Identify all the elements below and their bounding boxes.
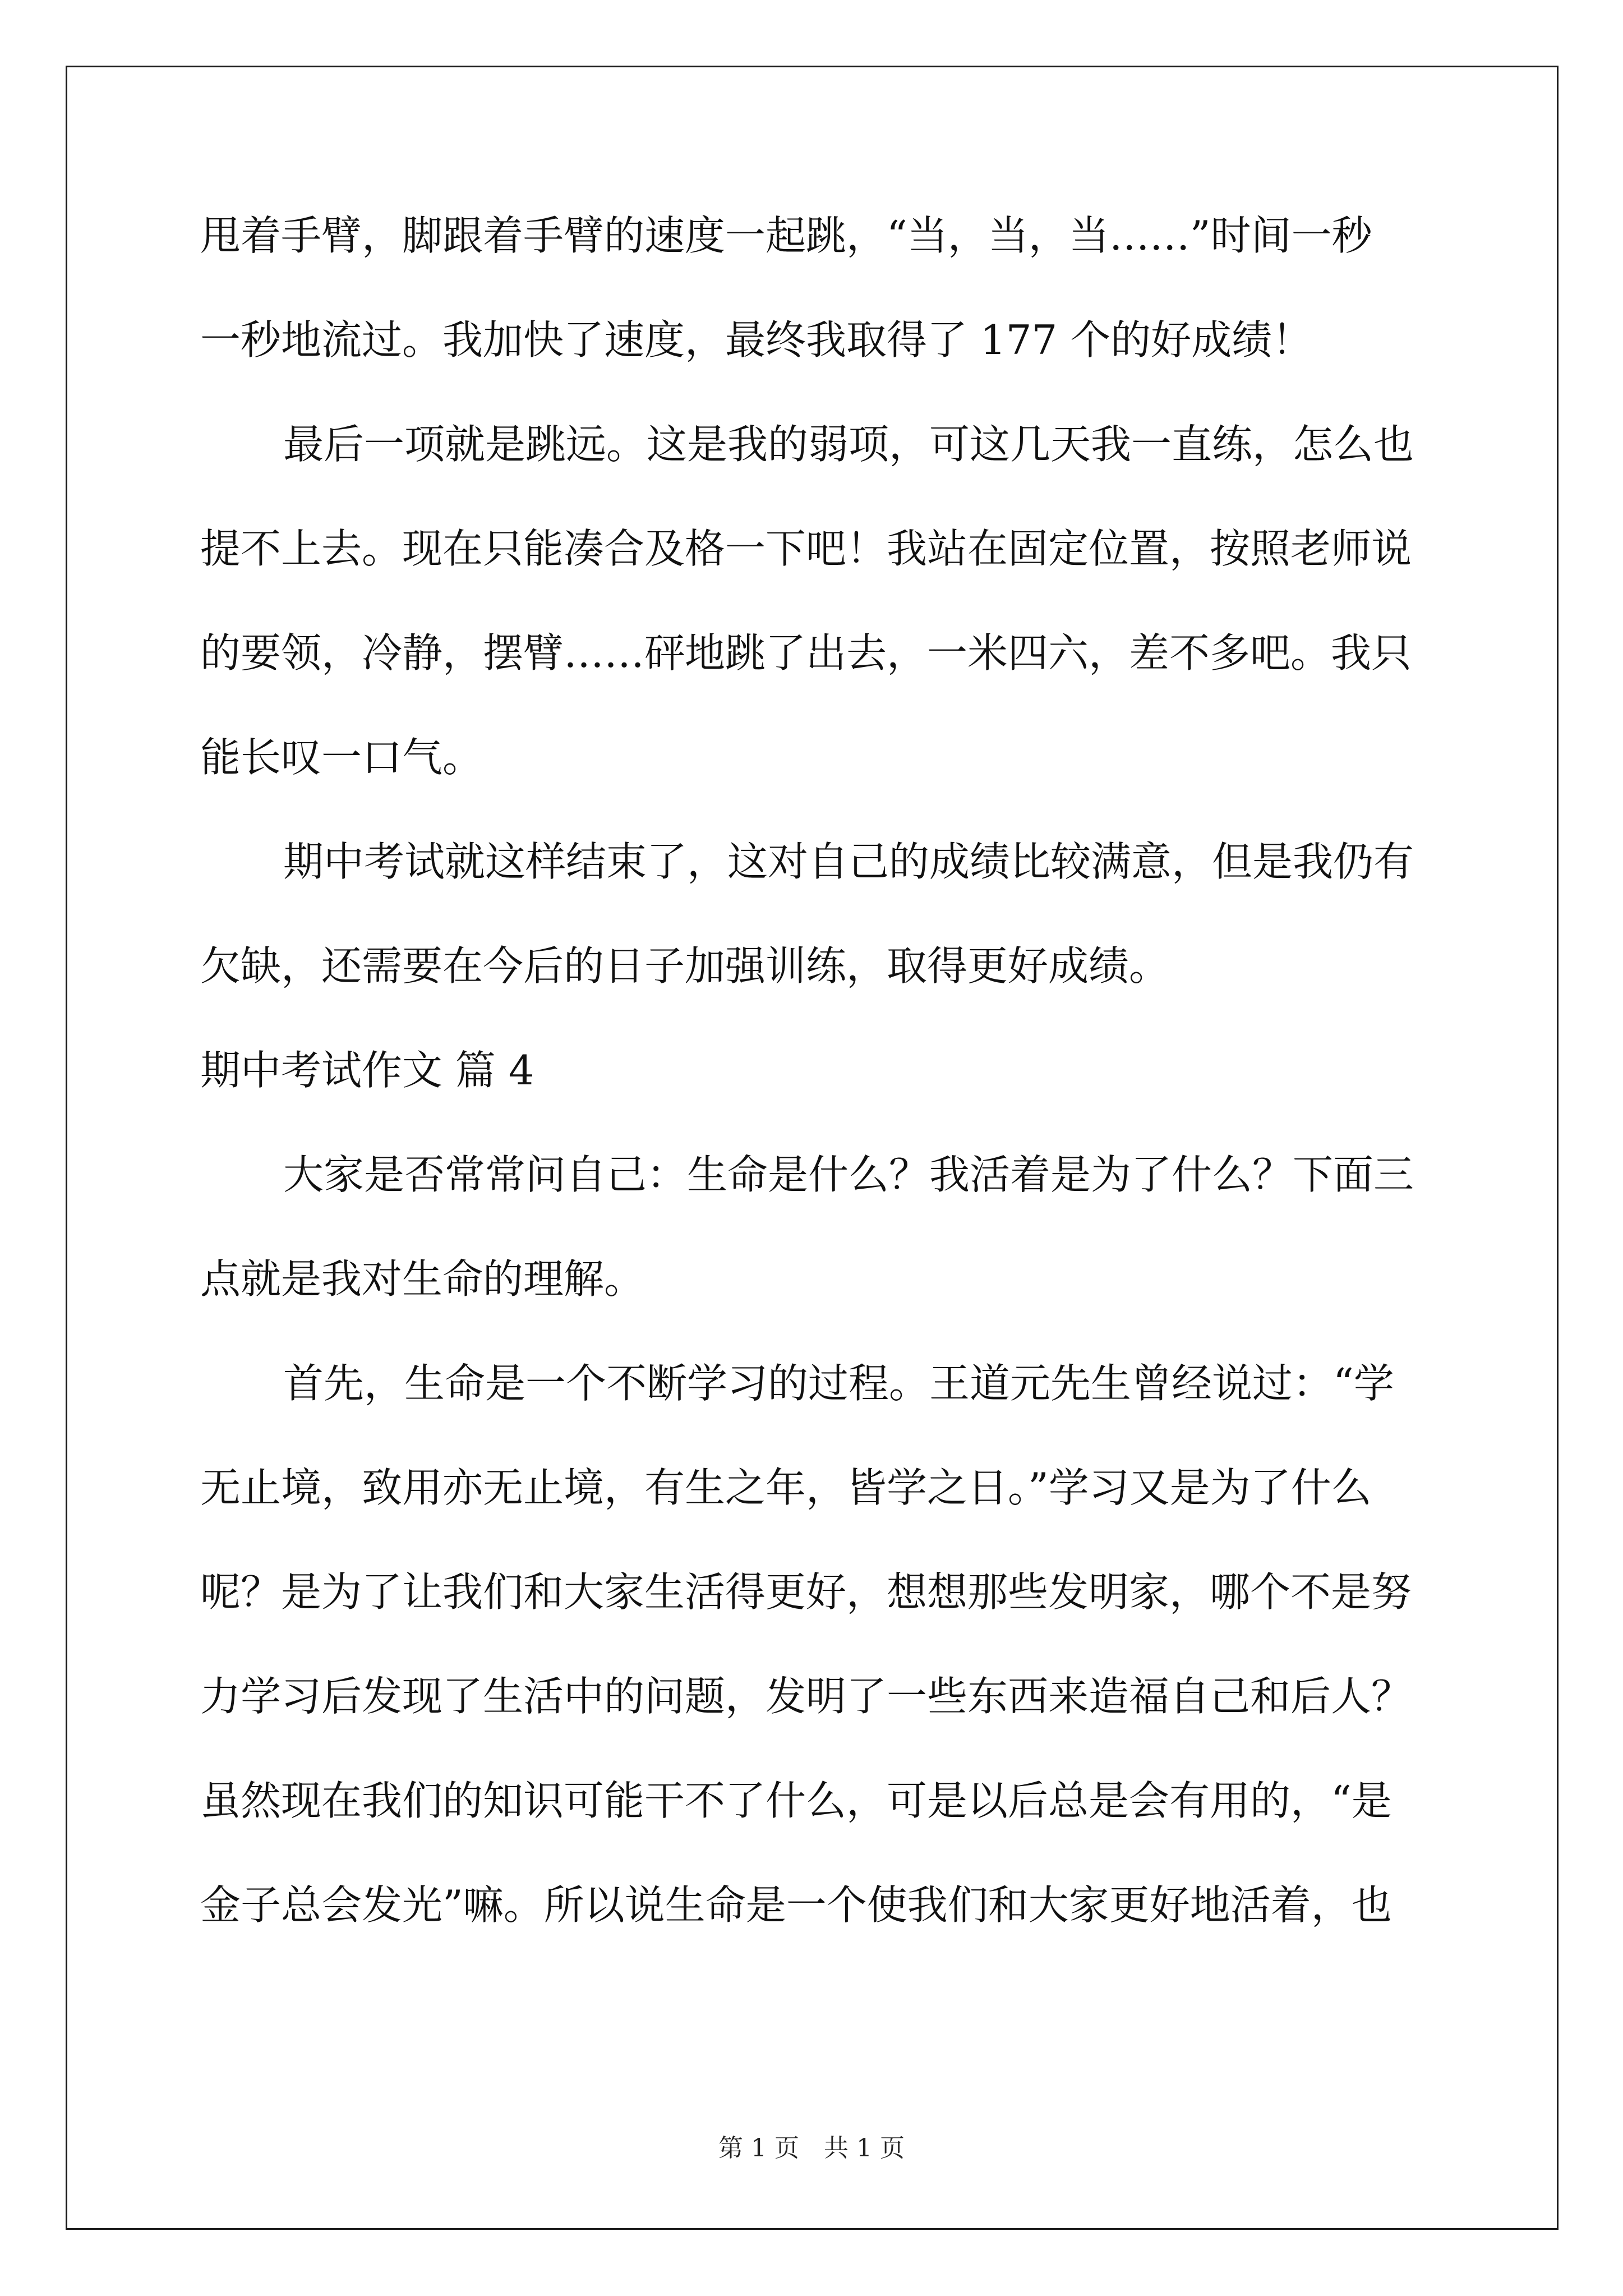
page-footer: 第 1 页 共 1 页: [718, 2134, 905, 2162]
text-line-17: 金子总会发光”嘛。所以说生命是一个使我们和大家更好地活着，也: [200, 1881, 1392, 1929]
text-line-11: 点就是我对生命的理解。: [200, 1255, 645, 1303]
text-line-8: 欠缺，还需要在今后的日子加强训练，取得更好成绩。: [200, 942, 1170, 990]
text-line-16: 虽然现在我们的知识可能干不了什么，可是以后总是会有用的，“是: [200, 1777, 1392, 1824]
text-line-10: 大家是否常常问自己：生命是什么？我活着是为了什么？下面三: [283, 1151, 1414, 1198]
text-line-14: 呢？是为了让我们和大家生活得更好，想想那些发明家，哪个不是努: [200, 1568, 1412, 1616]
text-line-3: 最后一项就是跳远。这是我的弱项，可这几天我一直练，怎么也: [283, 421, 1414, 468]
section-heading: 期中考试作文 篇 4: [200, 1047, 534, 1094]
text-line-12: 首先，生命是一个不断学习的过程。王道元先生曾经说过：“学: [283, 1360, 1394, 1407]
text-line-6: 能长叹一口气。: [200, 734, 483, 781]
text-line-5: 的要领，冷静，摆臂……砰地跳了出去，一米四六，差不多吧。我只: [200, 629, 1412, 677]
text-line-2: 一秒地流过。我加快了速度，最终我取得了 177 个的好成绩！: [200, 316, 1313, 364]
text-line-13: 无止境，致用亦无止境，有生之年，皆学之日。”学习又是为了什么: [200, 1464, 1372, 1511]
text-line-15: 力学习后发现了生活中的问题，发明了一些东西来造福自己和后人？: [200, 1673, 1412, 1720]
text-line-4: 提不上去。现在只能凑合及格一下吧！我站在固定位置，按照老师说: [200, 525, 1412, 572]
text-line-7: 期中考试就这样结束了，这对自己的成绩比较满意，但是我仍有: [283, 838, 1414, 885]
text-line-1: 甩着手臂，脚跟着手臂的速度一起跳，“当，当，当……”时间一秒: [200, 212, 1372, 259]
